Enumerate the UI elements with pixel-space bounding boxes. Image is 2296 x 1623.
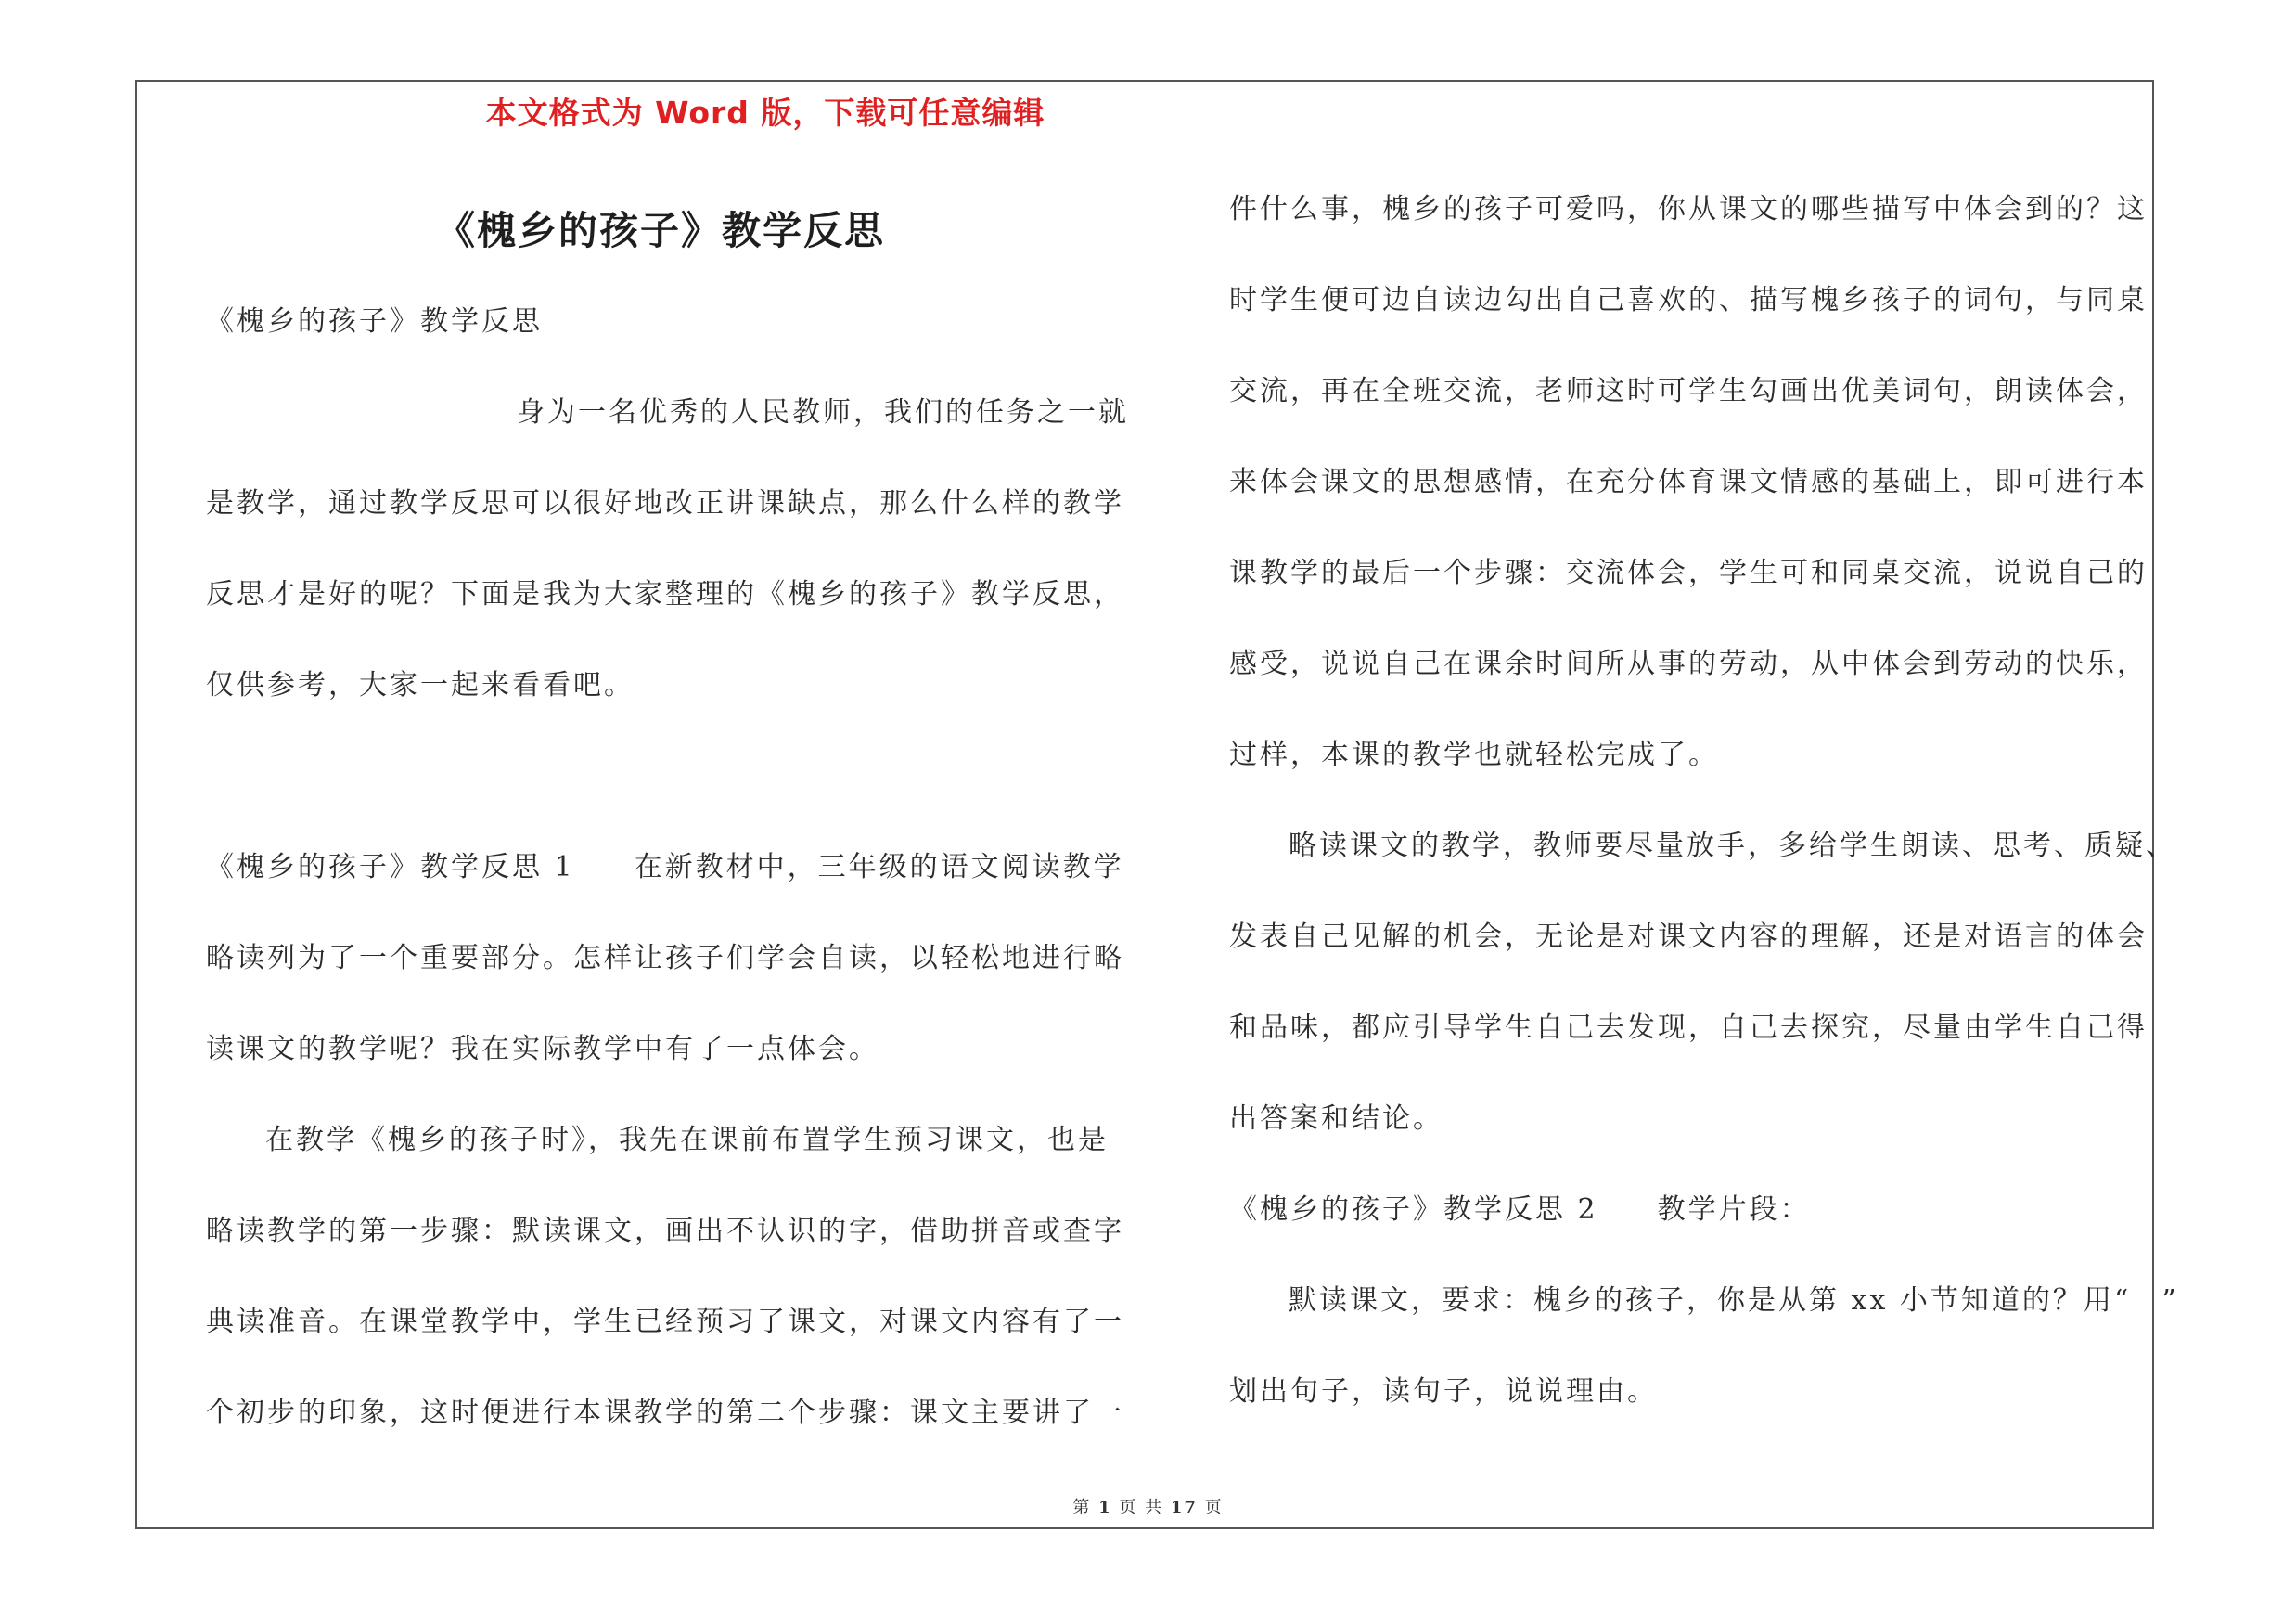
section-2-line-1 <box>1229 1165 2168 1256</box>
intro-line-4: 仅供参考，大家一起来看看吧。 <box>206 669 635 702</box>
skim-reading-line-3: 和品味，都应引导学生自己去发现，自己去探究，尽量由学生自己得 <box>1229 1011 2148 1044</box>
continued-line-3: 交流，再在全班交流，老师这时可学生勾画出优美词句，朗读体会， <box>1229 375 2148 407</box>
teaching-line-1: 在教学《槐乡的孩子时》，我先在课前布置学生预习课文，也是 <box>265 1124 1109 1156</box>
teaching-line-4: 个初步的印象，这时便进行本课教学的第二个步骤：课文主要讲了一 <box>206 1397 1124 1429</box>
paragraph-spacer <box>206 731 1143 822</box>
fragment-line-1: 默读课文，要求：槐乡的孩子，你是从第 xx 小节知道的？用“ ” <box>1289 1284 2179 1317</box>
teaching-line-3: 典读准音。在课堂教学中，学生已经预习了课文，对课文内容有了一 <box>206 1306 1124 1338</box>
footer-middle: 页 共 <box>1119 1498 1164 1517</box>
right-column <box>1229 164 2179 1437</box>
skim-reading-line-1: 略读课文的教学，教师要尽量放手，多给学生朗读、思考、质疑、 <box>1289 830 2176 862</box>
section-1-heading: 《槐乡的孩子》教学反思 1 <box>206 851 575 883</box>
total-page-count: 17 <box>1170 1498 1198 1517</box>
continued-line-2: 时学生便可边自读边勾出自己喜欢的、描写槐乡孩子的词句，与同桌 <box>1229 284 2148 316</box>
footer-prefix: 第 <box>1072 1498 1092 1517</box>
word-format-banner: 本文格式为 Word 版，下载可任意编辑 <box>485 95 1045 131</box>
footer-suffix: 页 <box>1204 1498 1224 1517</box>
continued-line-5: 课教学的最后一个步骤：交流体会，学生可和同桌交流，说说自己的 <box>1229 557 2148 589</box>
intro-line-2: 是教学，通过教学反思可以很好地改正讲课缺点，那么什么样的教学 <box>206 487 1124 520</box>
section-1-line-2: 略读列为了一个重要部分。怎样让孩子们学会自读，以轻松地进行略 <box>206 942 1124 974</box>
document-title: 《槐乡的孩子》教学反思 <box>435 208 885 253</box>
subtitle-line: 《槐乡的孩子》教学反思 <box>206 305 543 338</box>
continued-line-1: 件什么事，槐乡的孩子可爱吗，你从课文的哪些描写中体会到的？这 <box>1229 193 2148 225</box>
section-2-heading: 《槐乡的孩子》教学反思 2 <box>1229 1193 1598 1226</box>
section-1-line-1 <box>206 822 1143 913</box>
section-1-first-text: 在新教材中，三年级的语文阅读教学 <box>634 851 1124 883</box>
left-column <box>206 186 1143 1459</box>
current-page-number: 1 <box>1098 1498 1112 1517</box>
intro-line-3: 反思才是好的呢？下面是我为大家整理的《槐乡的孩子》教学反思， <box>206 578 1124 611</box>
page-number-footer <box>0 1494 2296 1518</box>
teaching-line-2: 略读教学的第一步骤：默读课文，画出不认识的字，借助拼音或查字 <box>206 1215 1124 1247</box>
continued-line-7: 过样，本课的教学也就轻松完成了。 <box>1229 739 1719 771</box>
continued-line-6: 感受，说说自己在课余时间所从事的劳动，从中体会到劳动的快乐， <box>1229 648 2148 680</box>
section-1-line-3: 读课文的教学呢？我在实际教学中有了一点体会。 <box>206 1033 879 1065</box>
intro-line-1: 身为一名优秀的人民教师，我们的任务之一就 <box>517 396 1129 429</box>
skim-reading-line-2: 发表自己见解的机会，无论是对课文内容的理解，还是对语言的体会 <box>1229 921 2148 953</box>
skim-reading-line-4: 出答案和结论。 <box>1229 1102 1443 1135</box>
continued-line-4: 来体会课文的思想感情，在充分体育课文情感的基础上，即可进行本 <box>1229 466 2148 498</box>
section-2-first-text: 教学片段： <box>1657 1193 1811 1226</box>
fragment-line-2: 划出句子，读句子，说说理由。 <box>1229 1375 1658 1408</box>
